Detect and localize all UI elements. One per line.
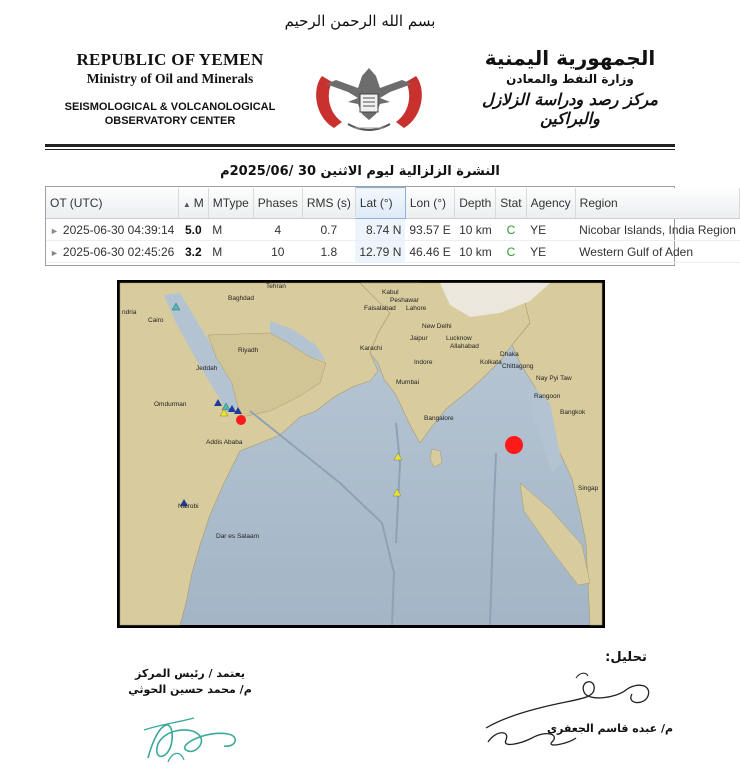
city-label: Addis Ababa: [206, 439, 243, 446]
table-row[interactable]: [46, 219, 740, 241]
city-label: Jaipur: [410, 335, 428, 342]
country-name-en: REPUBLIC OF YEMEN: [76, 50, 264, 69]
city-label: Rangoon: [534, 393, 561, 400]
city-label: Cairo: [148, 317, 164, 324]
city-label: Mumbai: [396, 379, 420, 386]
cell-stat: C: [496, 241, 526, 263]
cell-lon: 46.46 E: [405, 241, 454, 263]
city-label: Tehran: [266, 283, 286, 290]
city-label: Kabul: [382, 289, 399, 296]
cell-magnitude: 3.2: [178, 241, 208, 263]
center-name-en-line2: OBSERVATORY CENTER: [104, 115, 236, 127]
city-label: Bangkok: [560, 409, 586, 416]
city-label: Kolkata: [480, 359, 502, 366]
city-label: Chittagong: [502, 363, 534, 370]
city-label: Nairobi: [178, 503, 199, 510]
expand-arrow-icon[interactable]: ►: [50, 247, 59, 258]
col-lat[interactable]: Lat (°): [355, 188, 405, 219]
yemen-eagle-emblem-icon: [308, 58, 430, 138]
header-rule-thin: [45, 149, 675, 150]
cell-magnitude: 5.0: [178, 219, 208, 241]
cell-agency: YE: [526, 219, 575, 241]
approve-label: يعتمد / رئيس المركز: [135, 667, 245, 680]
col-lon[interactable]: Lon (°): [405, 188, 454, 219]
approver-signature: [128, 700, 258, 770]
seismic-map[interactable]: [120, 283, 602, 625]
city-label: Baghdad: [228, 295, 255, 302]
city-label: Lahore: [406, 305, 427, 312]
approval-block: [110, 666, 270, 698]
earthquake-table: [45, 186, 736, 266]
col-rms[interactable]: RMS (s): [302, 188, 355, 219]
map-graphic: [120, 283, 602, 625]
col-region[interactable]: Region: [575, 188, 740, 219]
ministry-name-ar: وزارة النفط والمعادن: [506, 72, 634, 86]
center-name-en: [40, 100, 300, 128]
cell-mtype: M: [208, 241, 253, 263]
city-label: Singap: [578, 485, 599, 492]
cell-ot: 2025-06-30 02:45:26: [62, 244, 175, 259]
city-label: Bangalore: [424, 415, 454, 422]
col-depth[interactable]: Depth: [455, 188, 496, 219]
bulletin-title: النشرة الزلزالية ليوم الاثنين 30 /2025/06م: [220, 164, 500, 179]
cell-phases: 4: [253, 219, 302, 241]
table-header-row: [46, 188, 740, 219]
center-name-ar: مركز رصد ودراسة الزلازل والبراكين: [482, 90, 658, 128]
analyst-signature: [476, 668, 666, 752]
cell-stat: C: [496, 219, 526, 241]
approver-name: م/ محمد حسين الحوثي: [128, 683, 252, 696]
city-label: Allahabad: [450, 343, 479, 350]
col-stat[interactable]: Stat: [496, 188, 526, 219]
cell-depth: 10 km: [455, 219, 496, 241]
col-phases[interactable]: Phases: [253, 188, 302, 219]
cell-region: Western Gulf of Aden: [575, 241, 740, 263]
cell-rms: 0.7: [302, 219, 355, 241]
expand-arrow-icon[interactable]: ►: [50, 225, 59, 236]
city-label: Lucknow: [446, 335, 472, 342]
city-label: Nay Pyi Taw: [536, 375, 572, 382]
english-header: [40, 50, 300, 87]
city-label: Jeddah: [196, 365, 218, 372]
cell-lat: 12.79 N: [355, 241, 405, 263]
cell-rms: 1.8: [302, 241, 355, 263]
arabic-header: [450, 46, 690, 128]
center-name-en-line1: SEISMOLOGICAL & VOLCANOLOGICAL: [64, 101, 276, 113]
col-agency[interactable]: Agency: [526, 188, 575, 219]
basmala: بسم الله الرحمن الرحيم: [284, 12, 436, 30]
city-label: Peshawar: [390, 297, 419, 304]
city-label: ndria: [122, 309, 137, 316]
city-label: Dar es Salaam: [216, 533, 259, 540]
cell-region: Nicobar Islands, India Region: [575, 219, 740, 241]
cell-phases: 10: [253, 241, 302, 263]
city-label: Omdurman: [154, 401, 187, 408]
event-marker-nicobar: [505, 436, 523, 454]
cell-depth: 10 km: [455, 241, 496, 263]
cell-agency: YE: [526, 241, 575, 263]
ministry-name-en: Ministry of Oil and Minerals: [86, 71, 254, 86]
seismic-map-frame: [117, 280, 605, 628]
col-magnitude-label: M: [193, 195, 204, 210]
analysis-label: تحليل:: [605, 650, 647, 665]
table-row[interactable]: [46, 241, 740, 263]
cell-lat: 8.74 N: [355, 219, 405, 241]
header-rule-thick: [45, 144, 675, 147]
city-label: Riyadh: [238, 347, 259, 354]
city-label: Faisalabad: [364, 305, 396, 312]
cell-ot: 2025-06-30 04:39:14: [62, 222, 175, 237]
analyst-name: م/ عبده قاسم الجعفري: [546, 722, 674, 735]
city-label: Indore: [414, 359, 433, 366]
col-magnitude[interactable]: [178, 188, 208, 219]
country-name-ar: الجمهورية اليمنية: [484, 46, 656, 70]
city-label: Karachi: [360, 345, 383, 352]
sort-ascending-icon: ▲: [182, 199, 191, 209]
col-mtype[interactable]: MType: [208, 188, 253, 219]
cell-mtype: M: [208, 219, 253, 241]
cell-lon: 93.57 E: [405, 219, 454, 241]
city-label: Dhaka: [500, 351, 519, 358]
event-marker-gulf-of-aden: [236, 415, 246, 425]
col-ot[interactable]: OT (UTC): [46, 188, 178, 219]
city-label: New Delhi: [422, 323, 452, 330]
